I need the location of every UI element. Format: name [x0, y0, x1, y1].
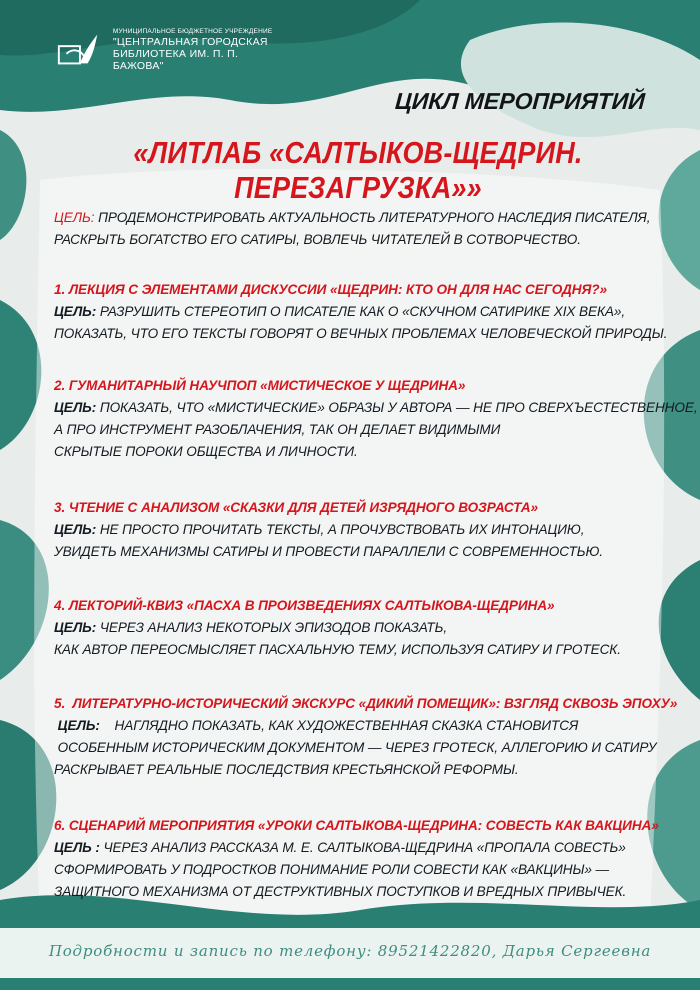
event-1-goal-label: ЦЕЛЬ: [54, 304, 97, 319]
event-2-heading: 2. ГУМАНИТАРНЫЙ НАУЧПОП «МИСТИЧЕСКОЕ У ЩЕДРИНА» [54, 378, 466, 393]
event-2-goal-label: ЦЕЛЬ: [54, 400, 97, 415]
library-logo [55, 22, 285, 78]
event-5 [54, 693, 694, 781]
goal-line-1: ПРОДЕМОНСТРИРОВАТЬ АКТУАЛЬНОСТЬ ЛИТЕРАТУРНОГО НАСЛЕДИЯ ПИСАТЕЛЯ, [94, 210, 651, 225]
event-5-goal-text: НАГЛЯДНО ПОКАЗАТЬ, КАК ХУДОЖЕСТВЕННАЯ СКАЗКА СТАНОВИТСЯ [99, 718, 579, 733]
event-1-goal-text: РАЗРУШИТЬ СТЕРЕОТИП О ПИСАТЕЛЕ КАК О «СКУЧНОМ САТИРИКЕ XIX ВЕКА», [96, 304, 625, 319]
main-title: «ЛИТЛАБ «САЛТЫКОВ-ЩЕДРИН. ПЕРЕЗАГРУЗКА»» [133, 136, 583, 205]
event-6 [54, 815, 694, 903]
event-4 [54, 595, 694, 661]
event-6-heading: 6. СЦЕНАРИЙ МЕРОПРИЯТИЯ «УРОКИ САЛТЫКОВА-ЩЕДРИНА: СОВЕСТЬ КАК ВАКЦИНА» [54, 818, 659, 833]
event-1-heading: 1. ЛЕКЦИЯ С ЭЛЕМЕНТАМИ ДИСКУССИИ «ЩЕДРИН: КТО ОН ДЛЯ НАС СЕГОДНЯ?» [54, 282, 607, 297]
book-bird-logo-icon [55, 24, 105, 76]
event-5-goal-label: ЦЕЛЬ: [54, 718, 100, 733]
logo-line-3: БИБЛИОТЕКА ИМ. П. П. БАЖОВА" [112, 47, 239, 72]
goal-label: ЦЕЛЬ: [54, 210, 95, 225]
goal-line-2: РАСКРЫТЬ БОГАТСТВО ЕГО САТИРЫ, ВОВЛЕЧЬ ЧИТАТЕЛЕЙ В СОТВОРЧЕСТВО. [54, 232, 581, 247]
event-3-goal-line: УВИДЕТЬ МЕХАНИЗМЫ САТИРЫ И ПРОВЕСТИ ПАРАЛЛЕЛИ С СОВРЕМЕННОСТЬЮ. [54, 544, 603, 559]
event-3-goal-text: НЕ ПРОСТО ПРОЧИТАТЬ ТЕКСТЫ, А ПРОЧУВСТВОВАТЬ ИХ ИНТОНАЦИЮ, [96, 522, 585, 537]
event-1 [54, 279, 694, 345]
event-2 [54, 375, 698, 463]
event-4-goal-line: КАК АВТОР ПЕРЕОСМЫСЛЯЕТ ПАСХАЛЬНУЮ ТЕМУ, ИСПОЛЬЗУЯ САТИРУ И ГРОТЕСК. [54, 642, 621, 657]
event-2-goal-text: ПОКАЗАТЬ, ЧТО «МИСТИЧЕСКИЕ» ОБРАЗЫ У АВТОРА — НЕ ПРО СВЕРХЪЕСТЕСТВЕННОЕ, [96, 400, 698, 415]
event-1-goal-line: ПОКАЗАТЬ, ЧТО ЕГО ТЕКСТЫ ГОВОРЯТ О ВЕЧНЫХ ПРОБЛЕМАХ ЧЕЛОВЕЧЕСКОЙ ПРИРОДЫ. [54, 326, 668, 341]
event-6-goal-label: ЦЕЛЬ : [54, 840, 100, 855]
event-6-goal-line: СФОРМИРОВАТЬ У ПОДРОСТКОВ ПОНИМАНИЕ РОЛИ СОВЕСТИ КАК «ВАКЦИНЫ» — [54, 862, 610, 877]
library-name [113, 28, 285, 72]
event-3-heading: 3. ЧТЕНИЕ С АНАЛИЗОМ «СКАЗКИ ДЛЯ ДЕТЕЙ ИЗРЯДНОГО ВОЗРАСТА» [54, 500, 538, 515]
event-6-goal-line: ЗАЩИТНОГО МЕХАНИЗМА ОТ ДЕСТРУКТИВНЫХ ПОСТУПКОВ И ВРЕДНЫХ ПРИВЫЧЕК. [54, 884, 627, 899]
event-6-goal-text: ЧЕРЕЗ АНАЛИЗ РАССКАЗА М. Е. САЛТЫКОВА-ЩЕДРИНА «ПРОПАЛА СОВЕСТЬ» [99, 840, 626, 855]
event-2-goal-line: А ПРО ИНСТРУМЕНТ РАЗОБЛАЧЕНИЯ, ТАК ОН ДЕЛАЕТ ВИДИМЫМИ [54, 422, 501, 437]
cycle-title: ЦИКЛ МЕРОПРИЯТИЙ [394, 88, 646, 114]
contact-info: Подробности и запись по телефону: 89521422820, Дарья Сергеевна [48, 942, 652, 960]
event-4-goal-text: ЧЕРЕЗ АНАЛИЗ НЕКОТОРЫХ ЭПИЗОДОВ ПОКАЗАТЬ, [96, 620, 448, 635]
event-5-heading: 5. ЛИТЕРАТУРНО-ИСТОРИЧЕСКИЙ ЭКСКУРС «ДИКИЙ ПОМЕЩИК»: ВЗГЛЯД СКВОЗЬ ЭПОХУ» [54, 696, 678, 711]
event-4-goal-label: ЦЕЛЬ: [54, 620, 97, 635]
goal-block [54, 207, 694, 251]
event-4-heading: 4. ЛЕКТОРИЙ-КВИЗ «ПАСХА В ПРОИЗВЕДЕНИЯХ САЛТЫКОВА-ЩЕДРИНА» [54, 598, 555, 613]
event-3-goal-label: ЦЕЛЬ: [54, 522, 97, 537]
event-5-goal-line: РАСКРЫВАЕТ РЕАЛЬНЫЕ ПОСЛЕДСТВИЯ КРЕСТЬЯНСКОЙ РЕФОРМЫ. [54, 762, 519, 777]
event-3 [54, 497, 694, 563]
logo-line-2: "ЦЕНТРАЛЬНАЯ ГОРОДСКАЯ [112, 35, 268, 48]
event-5-goal-line: ОСОБЕННЫМ ИСТОРИЧЕСКИМ ДОКУМЕНТОМ — ЧЕРЕЗ ГРОТЕСК, АЛЛЕГОРИЮ И САТИРУ [54, 740, 657, 755]
logo-line-1: МУНИЦИПАЛЬНОЕ БЮДЖЕТНОЕ УЧРЕЖДЕНИЕ [112, 28, 273, 36]
event-2-goal-line: СКРЫТЫЕ ПОРОКИ ОБЩЕСТВА И ЛИЧНОСТИ. [54, 444, 358, 459]
